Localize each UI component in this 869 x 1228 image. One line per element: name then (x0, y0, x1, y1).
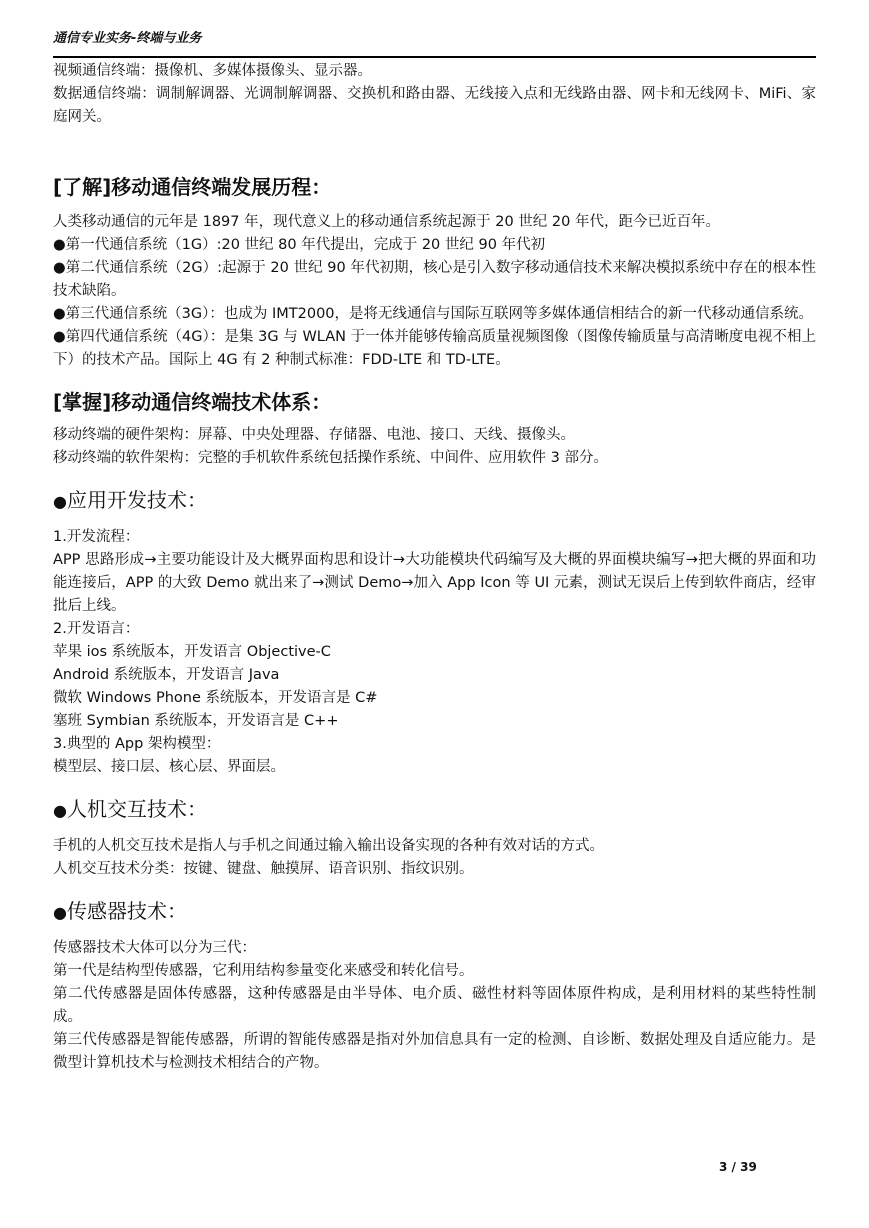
history-heading: [了解]移动通信终端发展历程： (53, 175, 332, 199)
hci-p1: 手机的人机交互技术是指人与手机之间通过输入输出设备实现的各种有效对话的方式。 (53, 838, 604, 854)
header-title: 通信专业实务-终端与业务 (53, 31, 202, 46)
tech-heading: [掌握]移动通信终端技术体系： (53, 390, 332, 414)
bullet-icon: ● (53, 801, 67, 820)
intro-data: 数据通信终端：调制解调器、光调制解调器、交换机和路由器、无线接入点和无线路由器、网卡和无线网卡、MiFi、家庭网关。 (53, 86, 816, 125)
tech-software: 移动终端的软件架构：完整的手机软件系统包括操作系统、中间件、应用软件 3 部分。 (53, 450, 608, 466)
history-lead: 人类移动通信的元年是 1897 年，现代意义上的移动通信系统起源于 20 世纪 20 年代，距今已近百年。 (53, 214, 720, 230)
appdev-model-title: 3.典型的 App 架构模型： (53, 736, 221, 752)
page-number: 3 / 39 (719, 1160, 757, 1174)
history-item-1g: ●第一代通信系统（1G）:20 世纪 80 年代提出，完成于 20 世纪 90 年代初 (53, 237, 546, 253)
sensor-heading-row (53, 897, 816, 927)
page-content (53, 60, 816, 1075)
sensor-p3: 第二代传感器是固体传感器，这种传感器是由半导体、电介质、磁性材料等固体原件构成，是利用材料的某些特性制成。 (53, 986, 816, 1025)
history-item-4g: ●第四代通信系统（4G）：是集 3G 与 WLAN 于一体并能够传输高质量视频图像（图像传输质量与高清晰度电视不相上下）的技术产品。国际上 4G 有 2 种制式标准：FDD-LTE 和 TD-LTE。 (53, 329, 816, 368)
appdev-flow-title: 1.开发流程： (53, 529, 140, 545)
appdev-lang-symbian: 塞班 Symbian 系统版本，开发语言是 C++ (53, 713, 339, 729)
page-header (53, 27, 816, 58)
appdev-heading-row (53, 486, 816, 516)
appdev-heading: 应用开发技术： (66, 488, 207, 512)
appdev-lang-title: 2.开发语言： (53, 621, 140, 637)
sensor-p1: 传感器技术大体可以分为三代： (53, 940, 256, 956)
appdev-model-text: 模型层、接口层、核心层、界面层。 (53, 759, 285, 775)
bullet-icon: ● (53, 903, 67, 922)
appdev-lang-ios: 苹果 ios 系统版本，开发语言 Objective-C (53, 644, 331, 660)
intro-video: 视频通信终端：摄像机、多媒体摄像头、显示器。 (53, 63, 372, 79)
hci-heading: 人机交互技术： (66, 797, 207, 821)
sensor-heading: 传感器技术： (66, 899, 187, 923)
bullet-icon: ● (53, 492, 67, 511)
appdev-lang-android: Android 系统版本，开发语言 Java (53, 667, 280, 683)
sensor-p4: 第三代传感器是智能传感器，所谓的智能传感器是指对外加信息具有一定的检测、自诊断、数据处理及自适应能力。是微型计算机技术与检测技术相结合的产物。 (53, 1032, 816, 1071)
appdev-flow-text: APP 思路形成→主要功能设计及大概界面构思和设计→大功能模块代码编写及大概的界面模块编写→把大概的界面和功能连接后，APP 的大致 Demo 就出来了→测试 Demo→加入 App Icon 等 UI 元素，测试无误后上传到软件商店，经审批后上线。 (53, 552, 816, 614)
history-item-2g: ●第二代通信系统（2G）:起源于 20 世纪 90 年代初期，核心是引入数字移动通信技术来解决模拟系统中存在的根本性技术缺陷。 (53, 260, 816, 299)
sensor-p2: 第一代是结构型传感器，它利用结构参量变化来感受和转化信号。 (53, 963, 474, 979)
appdev-lang-wp: 微软 Windows Phone 系统版本，开发语言是 C# (53, 690, 378, 706)
tech-hardware: 移动终端的硬件架构：屏幕、中央处理器、存储器、电池、接口、天线、摄像头。 (53, 427, 575, 443)
hci-heading-row (53, 795, 816, 825)
hci-p2: 人机交互技术分类：按键、键盘、触摸屏、语音识别、指纹识别。 (53, 861, 474, 877)
history-item-3g: ●第三代通信系统（3G）：也成为 IMT2000，是将无线通信与国际互联网等多媒体通信相结合的新一代移动通信系统。 (53, 306, 814, 322)
